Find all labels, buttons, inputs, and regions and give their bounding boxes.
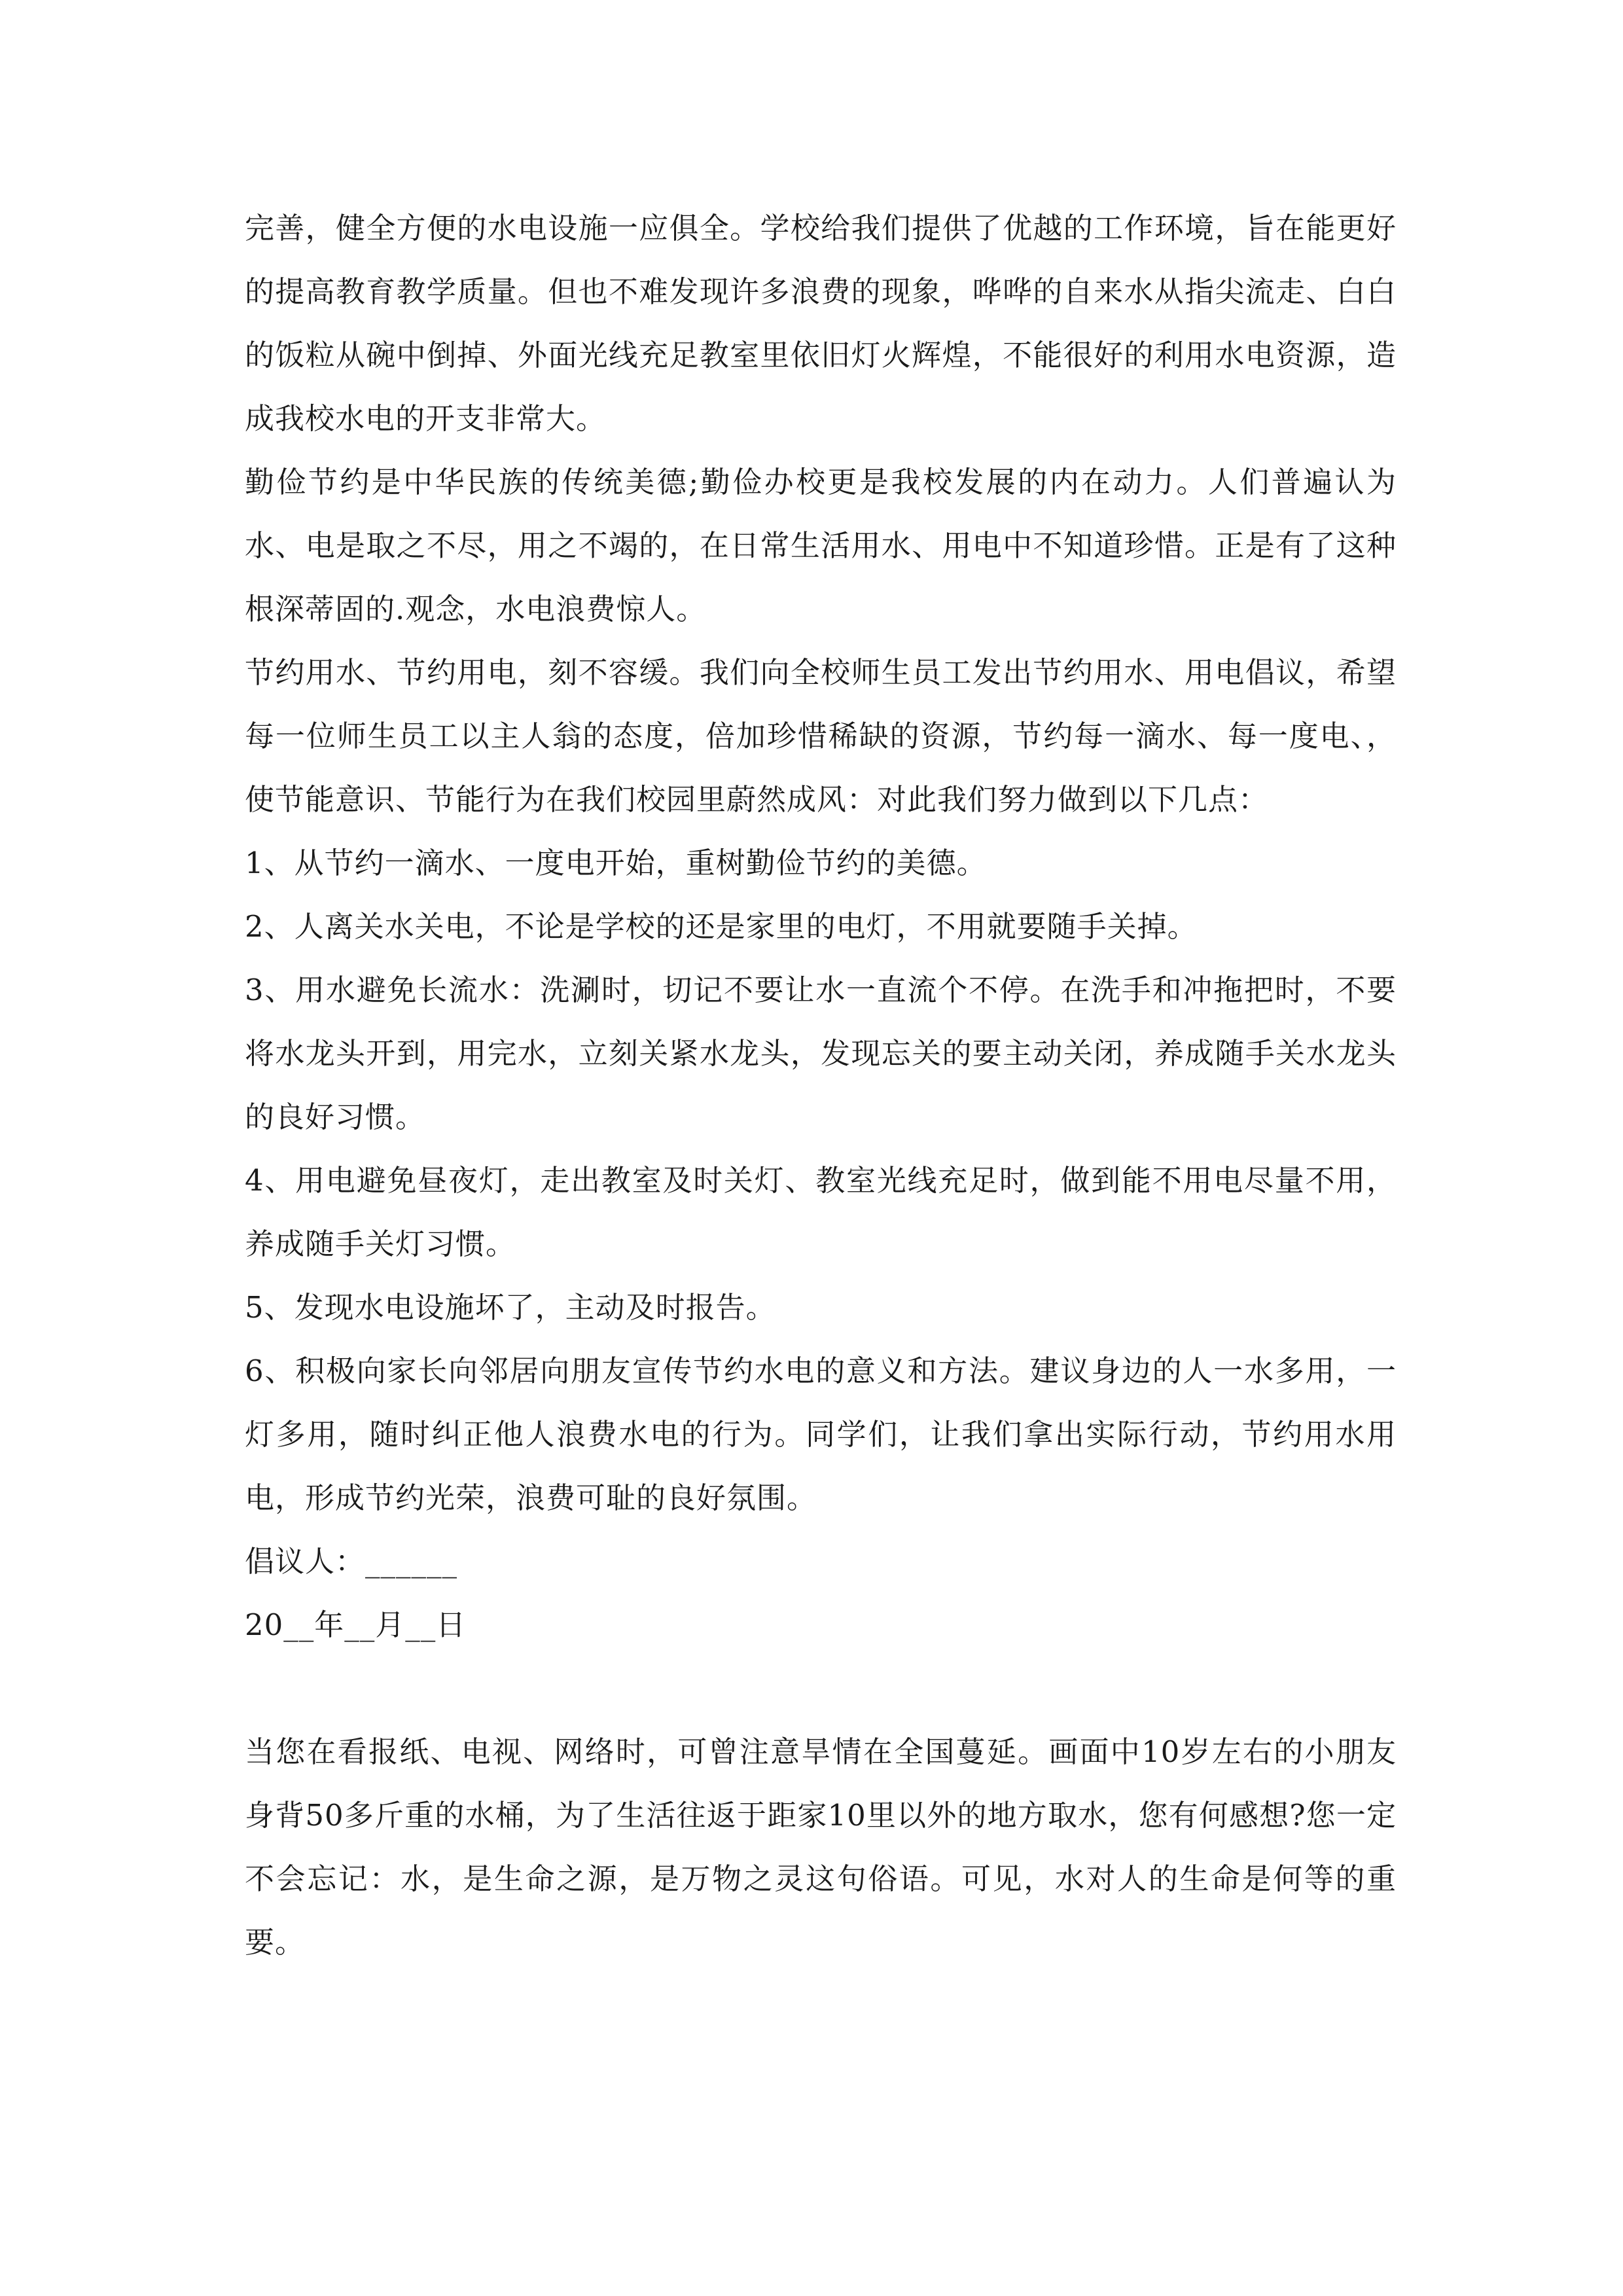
list-item-3: 3、用水避免长流水：洗涮时，切记不要让水一直流个不停。在洗手和冲拖把时，不要将水龙头开到，用完水，立刻关紧水龙头，发现忘关的要主动关闭，养成随手关水龙头的良好习惯。 (245, 973, 1397, 1134)
list-item-1: 1、从节约一滴水、一度电开始，重树勤俭节约的美德。 (245, 846, 987, 880)
paragraph-virtue: 勤俭节约是中华民族的传统美德;勤俭办校更是我校发展的内在动力。人们普遍认为水、电是取之不尽，用之不竭的，在日常生活用水、用电中不知道珍惜。正是有了这种根深蒂固的.观念，水电浪费惊人。 (245, 465, 1397, 626)
section-spacer (245, 1657, 1397, 1720)
document-body (245, 196, 1397, 1974)
list-item-4: 4、用电避免昼夜灯，走出教室及时关灯、教室光线充足时，做到能不用电尽量不用，养成随手关灯习惯。 (245, 1163, 1397, 1261)
date-line: 20__年__月__日 (245, 1607, 467, 1642)
list-item-5: 5、发现水电设施坏了，主动及时报告。 (245, 1290, 776, 1325)
paragraph-urgency: 节约用水、节约用电，刻不容缓。我们向全校师生员工发出节约用水、用电倡议，希望每一位师生员工以主人翁的态度，倍加珍惜稀缺的资源，节约每一滴水、每一度电、，使节能意识、节能行为在我们校园里蔚然成风：对此我们努力做到以下几点： (245, 655, 1397, 817)
list-item-2: 2、人离关水关电，不论是学校的还是家里的电灯，不用就要随手关掉。 (245, 909, 1198, 944)
paragraph-facilities: 完善，健全方便的水电设施一应俱全。学校给我们提供了优越的工作环境，旨在能更好的提高教育教学质量。但也不难发现许多浪费的现象，哗哗的自来水从指尖流走、白白的饭粒从碗中倒掉、外面光线充足教室里依旧灯火辉煌，不能很好的利用水电资源，造成我校水电的开支非常大。 (245, 211, 1397, 436)
signature-line: 倡议人：______ (245, 1544, 458, 1579)
paragraph-drought: 当您在看报纸、电视、网络时，可曾注意旱情在全国蔓延。画面中10岁左右的小朋友身背50多斤重的水桶，为了生活往返于距家10里以外的地方取水，您有何感想?您一定不会忘记：水，是生命之源，是万物之灵这句俗语。可见，水对人的生命是何等的重要。 (245, 1734, 1397, 1960)
list-item-6: 6、积极向家长向邻居向朋友宣传节约水电的意义和方法。建议身边的人一水多用，一灯多用，随时纠正他人浪费水电的行为。同学们，让我们拿出实际行动，节约用水用电，形成节约光荣，浪费可耻的良好氛围。 (245, 1354, 1397, 1515)
